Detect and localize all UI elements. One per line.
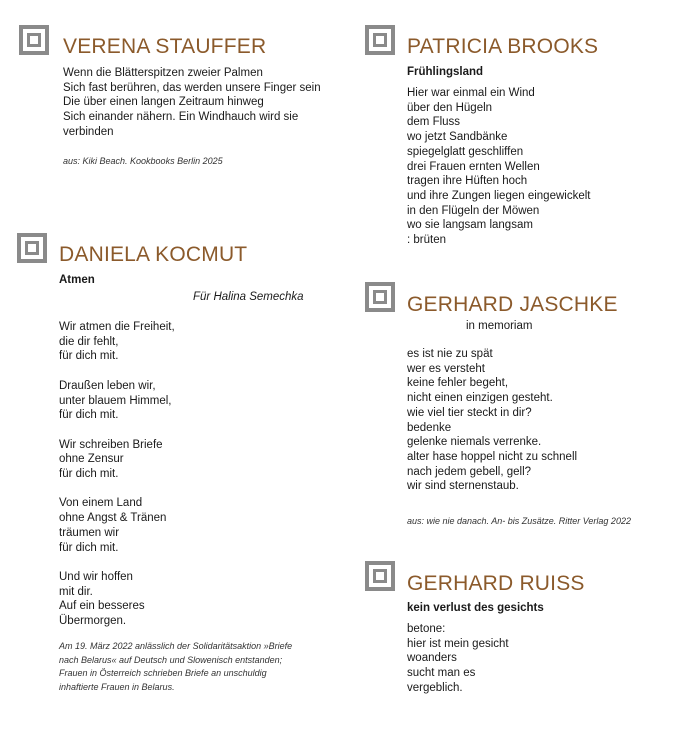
poem-line: Sich einander nähern. Ein Windhauch wird sie (63, 111, 299, 124)
source-note: aus: wie nie danach. An- bis Zusätze. Ritter Verlag 2022 (407, 516, 631, 526)
poem-line: Hier war einmal ein Wind (407, 87, 535, 99)
poem-title: Frühlingsland (407, 66, 484, 78)
poem-line: für dich mit. (59, 409, 119, 422)
poem-line: vergeblich. (407, 681, 463, 694)
poem-title: kein verlust des gesichts (407, 602, 544, 614)
poem-line: hier ist mein gesicht (407, 637, 509, 650)
poem-line: nach jedem gebell, gell? (407, 465, 532, 478)
poem-body (407, 622, 509, 696)
poem-line: dem Fluss (407, 116, 461, 129)
poem-line: wo jetzt Sandbänke (407, 131, 508, 144)
poem-line: nach Belarus« auf Deutsch und Slowenisch entstanden; (59, 654, 283, 665)
author-name: GERHARD RUISS (407, 572, 585, 595)
poem-line: gelenke niemals verrenke. (407, 436, 542, 449)
source-note: aus: Kiki Beach. Kookbooks Berlin 2025 (63, 156, 223, 166)
poem-line: Von einem Land (59, 497, 143, 510)
poem-body (63, 66, 321, 140)
author-name: GERHARD JASCHKE (407, 293, 618, 316)
poem-body (407, 347, 577, 494)
poem-line: betone: (407, 623, 446, 635)
author-name: DANIELA KOCMUT (59, 243, 248, 266)
poem-line: für dich mit. (59, 468, 119, 480)
poem-line: inhaftierte Frauen in Belarus. (59, 681, 175, 692)
author-name: VERENA STAUFFER (63, 35, 267, 58)
poem-line (59, 482, 175, 497)
poem-line: träumen wir (59, 526, 120, 539)
poem-line: in den Flügeln der Möwen (407, 204, 540, 217)
poem-line: Wir atmen die Freiheit, (59, 321, 175, 333)
poem-line: drei Frauen ernten Wellen (407, 160, 540, 173)
poem-line: für dich mit. (59, 350, 119, 363)
poem-line: Sich fast berühren, das werden unsere Finger sein (63, 81, 321, 94)
footnote (59, 640, 292, 694)
poem-line: ohne Angst & Tränen (59, 512, 167, 525)
poem-line: nicht einen einzigen gesteht. (407, 392, 553, 405)
poem-line (59, 364, 175, 379)
poem-line: über den Hügeln (407, 101, 493, 114)
poem-line: wo sie langsam langsam (407, 219, 533, 232)
poem-line: die dir fehlt, (59, 335, 119, 348)
poem-line: : brüten (407, 234, 446, 247)
poem-line (59, 423, 175, 438)
poem-body (407, 86, 590, 248)
poem-line: wir sind sternenstaub. (407, 480, 519, 493)
subtitle: in memoriam (466, 320, 533, 332)
author-name: PATRICIA BROOKS (407, 35, 599, 58)
poem-line: wer es versteht (407, 362, 485, 375)
poem-line: Wenn die Blätterspitzen zweier Palmen (63, 67, 263, 79)
poem-line: ohne Zensur (59, 453, 124, 466)
poem-line: Übermorgen. (59, 615, 127, 627)
poem-line: Die über einen langen Zeitraum hinweg (63, 96, 264, 109)
poem-line: wie viel tier steckt in dir? (407, 406, 532, 419)
poem-line: unter blauem Himmel, (59, 394, 172, 407)
poem-title: Atmen (59, 274, 95, 286)
square-logo-icon (365, 561, 395, 591)
poem-line: Frauen in Österreich schrieben Briefe an unschuldig (59, 668, 267, 678)
poem-line: spiegelglatt geschliffen (407, 145, 524, 158)
poem-line: bedenke (407, 421, 452, 434)
poem-line: Am 19. März 2022 anlässlich der Solidaritätsaktion »Briefe (59, 641, 293, 651)
poem-line: Und wir hoffen (59, 570, 133, 583)
poem-line: verbinden (63, 125, 114, 138)
poem-line: Wir schreiben Briefe (59, 438, 163, 451)
poem-line: alter hase hoppel nicht zu schnell (407, 450, 578, 463)
poem-line: sucht man es (407, 667, 476, 680)
dedication: Für Halina Semechka (193, 291, 304, 303)
poem-line: Auf ein besseres (59, 600, 145, 613)
square-logo-icon (365, 25, 395, 55)
poem-line: tragen ihre Hüften hoch (407, 175, 528, 188)
square-logo-icon (365, 282, 395, 312)
poem-line: keine fehler begeht, (407, 377, 509, 390)
square-logo-icon (17, 233, 47, 263)
poem-line: Draußen leben wir, (59, 379, 156, 392)
poem-line: mit dir. (59, 585, 93, 598)
poem-line (59, 555, 175, 570)
poem-line: woanders (407, 652, 457, 665)
square-logo-icon (19, 25, 49, 55)
poem-line: und ihre Zungen liegen eingewickelt (407, 189, 591, 202)
poem-body (59, 320, 175, 629)
poem-line: es ist nie zu spät (407, 348, 493, 360)
poem-line: für dich mit. (59, 541, 119, 554)
